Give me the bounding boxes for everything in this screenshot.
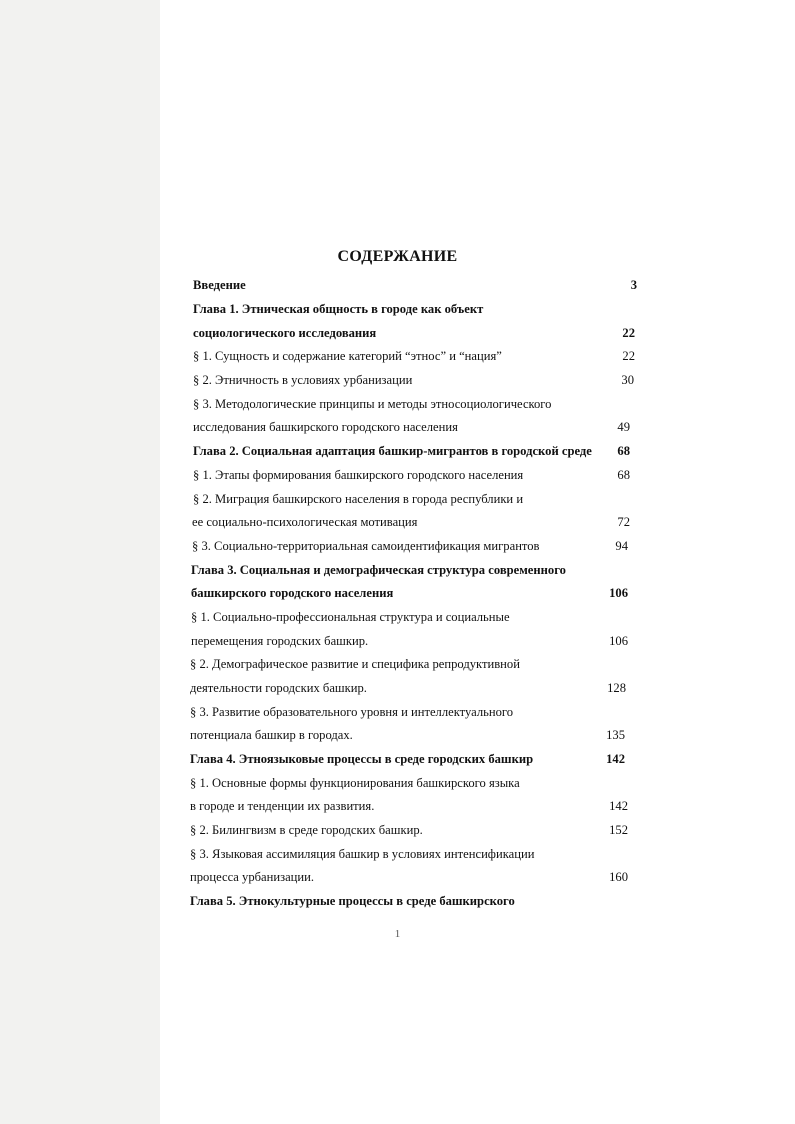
toc-entry-text: § 1. Социально-профессиональная структура и социальные	[191, 610, 510, 624]
toc-entry	[0, 298, 795, 320]
toc-entry-page: 22	[622, 326, 635, 340]
toc-entry-text: процесса урбанизации.	[190, 870, 315, 884]
toc-entry-text: § 1. Сущность и содержание категорий “этнос” и “нация”	[193, 349, 502, 363]
toc-entry-page: 3	[630, 278, 637, 292]
toc-entry-text: § 1. Основные формы функционирования башкирского языка	[190, 776, 520, 790]
toc-entry-text: § 2. Демографическое развитие и специфика репродуктивной	[190, 657, 520, 671]
toc-entry	[0, 748, 795, 770]
toc-entry-text: деятельности городских башкир.	[190, 681, 367, 695]
toc-entry-text: перемещения городских башкир.	[191, 634, 369, 648]
toc-entry-page: 30	[621, 373, 634, 387]
toc-entry-page: 135	[606, 728, 625, 742]
toc-entry-page: 68	[617, 444, 630, 458]
toc-entry-text: Введение	[193, 278, 246, 292]
toc-entry-text: башкирского городского населения	[191, 586, 394, 600]
toc-entry-page: 142	[609, 799, 628, 813]
toc-entry	[0, 866, 795, 888]
toc-entry	[0, 890, 795, 912]
toc-entry-text: Глава 1. Этническая общность в городе как объект	[193, 302, 484, 316]
page-number: 1	[394, 928, 401, 940]
toc-entry-text: § 3. Социально-территориальная самоидентификация мигрантов	[192, 539, 540, 553]
toc-entry-page: 49	[617, 420, 630, 434]
toc-entry	[0, 511, 795, 533]
toc-entry-text: Глава 3. Социальная и демографическая структура современного	[191, 563, 566, 577]
toc-entry-page: 22	[622, 349, 635, 363]
toc-entry	[0, 440, 795, 462]
toc-entry	[0, 274, 795, 296]
toc-entry-page: 160	[609, 870, 628, 884]
toc-entry	[0, 843, 795, 865]
toc-entry	[0, 772, 795, 794]
toc-entry-page: 106	[609, 586, 628, 600]
toc-entry-page: 142	[606, 752, 625, 766]
page-title: СОДЕРЖАНИЕ	[337, 248, 458, 265]
toc-entry-text: § 3. Языковая ассимиляция башкир в условиях интенсификации	[190, 847, 535, 861]
toc-entry	[0, 630, 795, 652]
toc-entry-text: § 2. Билингвизм в среде городских башкир.	[190, 823, 423, 837]
toc-entry-page: 68	[617, 468, 630, 482]
toc-entry-text: § 3. Развитие образовательного уровня и интеллектуального	[190, 705, 514, 719]
toc-entry-text: исследования башкирского городского населения	[193, 420, 458, 434]
toc-entry-text: потенциала башкир в городах.	[190, 728, 353, 742]
toc-entry	[0, 606, 795, 628]
toc-entry	[0, 322, 795, 344]
toc-entry-page: 72	[617, 515, 630, 529]
toc-entry-page: 128	[607, 681, 626, 695]
toc-entry-text: § 3. Методологические принципы и методы этносоциологического	[193, 397, 552, 411]
toc-entry	[0, 416, 795, 438]
toc-entry	[0, 653, 795, 675]
toc-entry	[0, 559, 795, 581]
toc-entry-text: § 2. Миграция башкирского населения в города республики и	[193, 492, 524, 506]
toc-entry-text: Глава 4. Этноязыковые процессы в среде городских башкир	[190, 752, 534, 766]
toc-entry	[0, 582, 795, 604]
toc-entry-page: 106	[609, 634, 628, 648]
toc-entry-text: Глава 2. Социальная адаптация башкир-мигрантов в городской среде	[193, 444, 592, 458]
toc-entry-page: 152	[609, 823, 628, 837]
toc-entry-text: Глава 5. Этнокультурные процессы в среде башкирского	[190, 894, 515, 908]
toc-entry-text: § 2. Этничность в условиях урбанизации	[193, 373, 413, 387]
toc-entry-page: 94	[615, 539, 628, 553]
toc-entry	[0, 464, 795, 486]
toc-entry	[0, 393, 795, 415]
toc-entry-text: § 1. Этапы формирования башкирского городского населения	[193, 468, 524, 482]
toc-entry-text: социологического исследования	[193, 326, 377, 340]
toc-entry	[0, 819, 795, 841]
toc-entry	[0, 488, 795, 510]
toc-entry	[0, 369, 795, 391]
toc-entry-text: в городе и тенденции их развития.	[190, 799, 375, 813]
toc-entry	[0, 677, 795, 699]
toc-entry	[0, 724, 795, 746]
toc-entry	[0, 701, 795, 723]
toc-entry	[0, 345, 795, 367]
toc-entry-text: ее социально-психологическая мотивация	[192, 515, 418, 529]
toc-entry	[0, 795, 795, 817]
toc-entry	[0, 535, 795, 557]
